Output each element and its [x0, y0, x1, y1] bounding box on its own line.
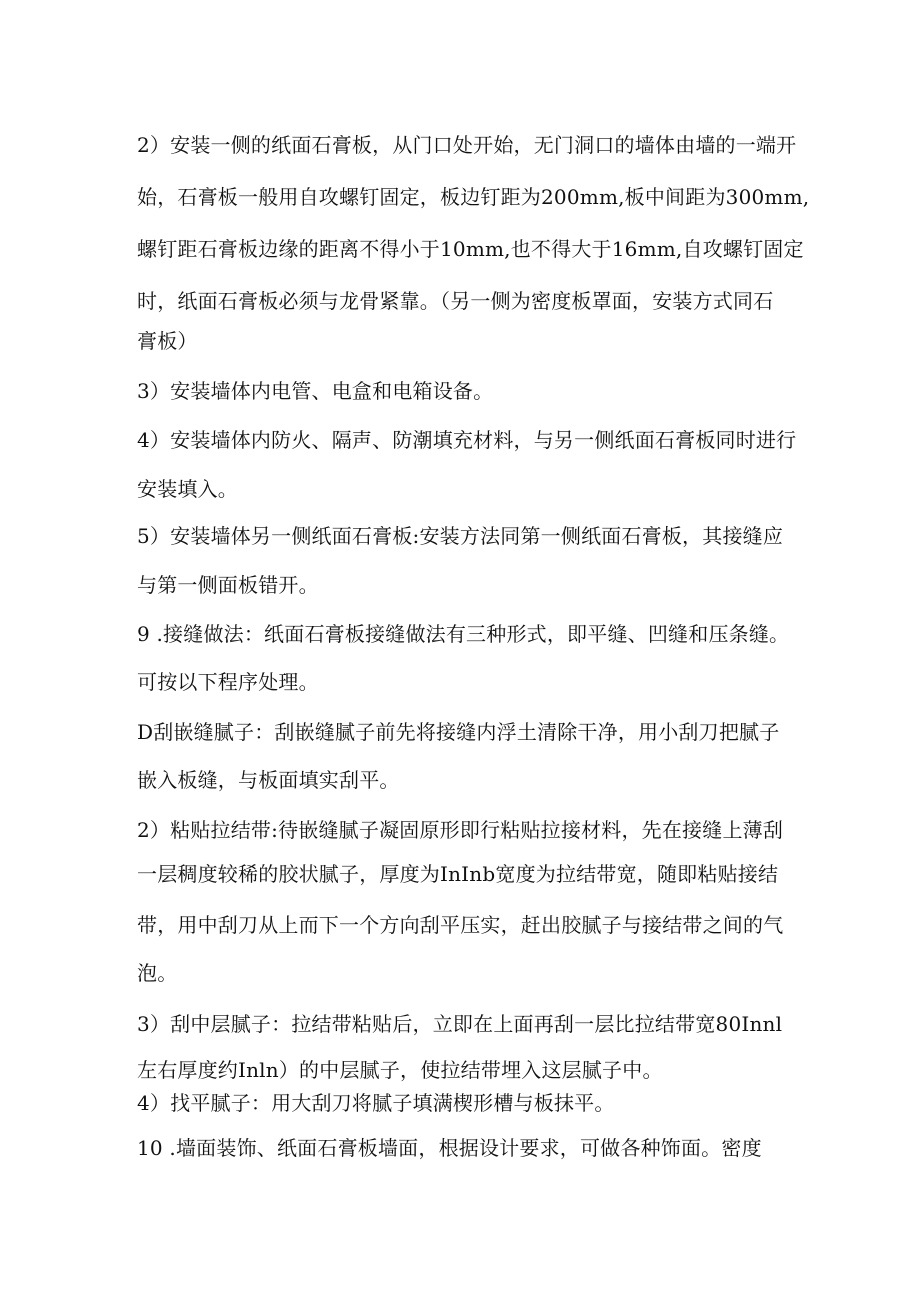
text-line: 一层稠度较稀的胶状腻子，厚度为InInb宽度为拉结带宽，随即粘贴接结	[137, 862, 779, 886]
text-line: 5）安装墙体另一侧纸面石膏板:安装方法同第一侧纸面石膏板，其接缝应	[137, 524, 784, 548]
text-line: 3）安装墙体内电管、电盒和电箱设备。	[137, 379, 494, 403]
text-line: 始，石膏板一般用自攻螺钉固定，板边钉距为200mm,板中间距为300mm,	[137, 185, 810, 209]
text-line: 2）粘贴拉结带:待嵌缝腻子凝固原形即行粘贴拉接材料，先在接缝上薄刮	[137, 818, 784, 842]
text-line: 嵌入板缝，与板面填实刮平。	[137, 768, 400, 792]
text-line: 可按以下程序处理。	[137, 670, 319, 694]
text-line: 9 .接缝做法：纸面石膏板接缝做法有三种形式，即平缝、凹缝和压条缝。	[137, 622, 790, 646]
text-line: 左右厚度约Inln）的中层腻子，使拉结带埋入这层腻子中。	[137, 1058, 663, 1082]
text-line: 螺钉距石膏板边缘的距离不得小于10mm,也不得大于16mm,自攻螺钉固定	[137, 237, 804, 261]
text-line: 泡。	[137, 961, 178, 985]
text-line: 3）刮中层腻子：拉结带粘贴后，立即在上面再刮一层比拉结带宽80Innl	[137, 1012, 783, 1036]
text-line: D刮嵌缝腻子：刮嵌缝腻子前先将接缝内浮土清除干净，用小刮刀把腻子	[137, 720, 780, 744]
text-line: 时，纸面石膏板必须与龙骨紧靠。（另一侧为密度板罩面，安装方式同石	[137, 289, 774, 313]
text-line: 与第一侧面板错开。	[137, 573, 319, 597]
text-line: 4）安装墙体内防火、隔声、防潮填充材料，与另一侧纸面石膏板同时进行	[137, 428, 797, 452]
text-line: 带，用中刮刀从上而下一个方向刮平压实，赶出胶腻子与接结带之间的气	[137, 913, 784, 937]
text-line: 10 .墙面装饰、纸面石膏板墙面，根据设计要求，可做各种饰面。密度	[137, 1136, 762, 1160]
text-line: 2）安装一侧的纸面石膏板，从门口处开始，无门洞口的墙体由墙的一端开	[137, 133, 797, 157]
text-line: 4）找平腻子：用大刮刀将腻子填满楔形槽与板抹平。	[137, 1091, 615, 1115]
text-line: 安装填入。	[137, 477, 238, 501]
text-line: 膏板）	[137, 329, 198, 353]
